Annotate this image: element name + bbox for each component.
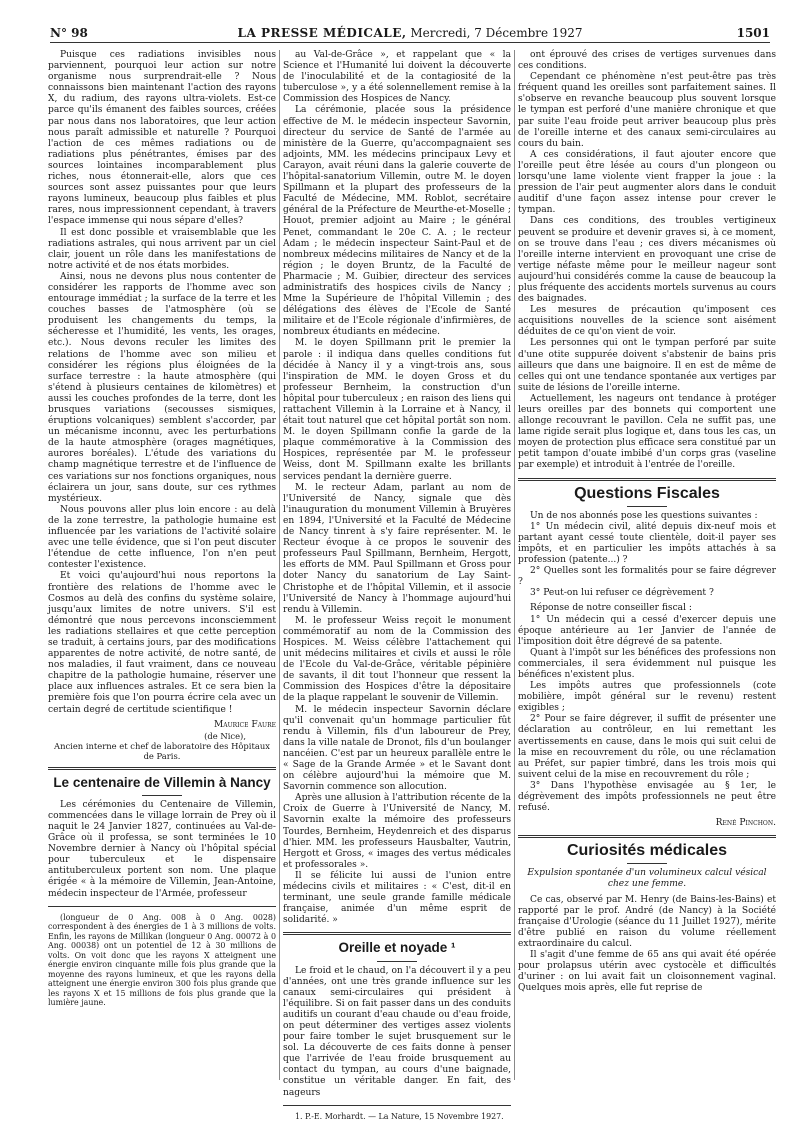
author-place: (de Nice), (204, 730, 246, 741)
paragraph: Ce cas, observé par M. Henry (de Bains-les-Bains) et rapporté par le prof. André (de Nancy) à la Société française d'Urologie (séance du 11 Juillet 1927), mérite d'être publié en raison du volume réellement extraordinaire du calcul. (518, 894, 776, 949)
page-header (50, 26, 770, 43)
answer: 3° Dans l'hypothèse envisagée au § 1er, le dégrèvement des impôts professionnels ne peut être refusé. (518, 780, 776, 814)
short-divider (377, 961, 417, 962)
column-1 (48, 50, 276, 1080)
footnote: (longueur de 0 Ang. 008 à 0 Ang. 0028) correspondent à des énergies de 1 à 3 millions de volts. Enfin, les rayons de Millikan (longueur 0 Ang. 00072 à 0 Ang. 00038) ont un potentiel de 12 à 30 millions de volts. On voit donc que les rayons X atteignent une énergie environ cinquante mille fois plus grande que la moyenne des rayons lumineux, et que les rayons della atteignent une énergie environ 300 fois plus grande que les rayons X et 15 millions de fois plus grande que la lumière jaune. (48, 912, 276, 1008)
question: 1° Un médecin civil, alité depuis dix-neuf mois et partant ayant cessé toute clientèle, doit-il payer ses impôts, et en particulier les impôts attachés à sa profession (patente...) ? (518, 521, 776, 566)
paragraph: Un de nos abonnés pose les questions suivantes : (530, 510, 758, 521)
question: 2° Quelles sont les formalités pour se faire dégrever ? (518, 566, 776, 588)
footnote: 1. P.-E. Morhardt. — La Nature, 15 Novembre 1927. (295, 1111, 504, 1121)
paragraph: Ainsi, nous ne devons plus nous contenter de considérer les rapports de l'homme avec son entourage immédiat ; la surface de la terre et les couches basses de l'atmosphère (où se produisent les changements du temps, la sécheresse et l'humidité, les vents, les orages, etc.). Nous devons reculer les limites des relations de l'homme avec son milieu et considérer les régions plus éloignées de la surface terrestre : la haute atmosphère (qui s'étend à plusieurs centaines de kilomètres) et aussi les couches profondes de la terre, dont les brusques variations (secousses sismiques, éruptions volcaniques) semblent s'accorder, par un mécanisme inconnu, avec les perturbations de la haute atmosphère (orages magnétiques, aurores boréales). L'étude des variations du champ magnétique terrestre et de l'influence de ces variations sur nos fonctions organiques, nous éclairera un jour, sans doute, sur ces rythmes mystérieux. (48, 271, 276, 504)
column-divider (514, 50, 515, 1080)
short-divider (627, 863, 667, 864)
paragraph: ont éprouvé des crises de vertiges survenues dans ces conditions. (518, 50, 776, 72)
issue-date: Mercredi, 7 Décembre 1927 (410, 26, 583, 40)
paragraph: M. le médecin inspecteur Savornin déclare qu'il convenait qu'un hommage particulier fût rendu à Villemin, fils d'un laboureur de Prey, dans la ville natale de Dronot, fils d'un boulanger nancéien. C'est par un heureux parallèle entre le « Sage de la Grande Armée » et le Savant dont on célèbre aujourd'hui la mémoire que M. Savornin commence son allocution. (283, 704, 511, 793)
footnote-divider (48, 906, 276, 907)
short-divider (142, 795, 182, 796)
paragraph: Dans ces conditions, des troubles vertigineux peuvent se produire et devenir graves si, à ce moment, on se trouve dans l'eau ; ces divers mécanismes où l'oreille interne intervient en provoquant une crise de vertige néfaste même pour le meilleur nageur sont aujourd'hui considérés comme la cause de beaucoup la plus fréquente des accidents mortels survenus au cours des baignades. (518, 216, 776, 305)
paragraph: Cependant ce phénomène n'est peut-être pas très fréquent quand les oreilles sont parfaitement saines. Il s'observe en revanche beaucoup plus souvent lorsque le tympan est perforé d'une manière chronique et que par suite l'eau froide peut arriver beaucoup plus près de l'oreille interne et des canaux semi-circulaires au cours du bain. (518, 72, 776, 149)
paragraph: Puisque ces radiations invisibles nous parviennent, pourquoi leur action sur notre organisme nous surprendrait-elle ? Nous connaissons bien maintenant l'action des rayons X, du radium, des rayons ultra-violets. Est-ce parce qu'ils émanent des faibles sources, créées par nous dans nos laboratoires, que leur action nous paraît admissible et naturelle ? Pourquoi l'action de ces mêmes radiations ou de radiations plus pénétrantes, émises par des sources lointaines incomparablement plus riches, nous étonnerait-elle, alors que ces sources sont assez puissantes pour que leurs rayons lumineux, beaucoup plus faibles et plus rares, nous impressionnent cependant, à travers l'espace immense qui nous sépare d'elles? (48, 50, 276, 227)
column-2 (283, 50, 511, 1121)
paragraph: Actuellement, les nageurs ont tendance à protéger leurs oreilles par des bonnets qui comportent une allonge recouvrant le pavillon. Cela ne suffit pas, une lame rigide serait plus logique et, dans tous les cas, un moyen de protection plus efficace sera constitué par un petit tampon d'ouate imbibé d'un corps gras (vaseline par exemple) et introduit à l'entrée de l'oreille. (518, 393, 776, 471)
section-divider (518, 478, 776, 481)
author-name: Maurice Faure (213, 719, 276, 730)
short-divider (627, 506, 667, 507)
answer: Quant à l'impôt sur les bénéfices des professions non commerciales, il sera évidemment nul puisque les bénéfices n'existent plus. (518, 647, 776, 680)
paragraph: Et voici qu'aujourd'hui nous reportons la frontière des relations de l'homme avec le Cosmos au delà des confins du système solaire, jusqu'aux limites de notre univers. S'il est démontré que nous percevons inconsciemment les radiations stellaires et que cette perception se traduit, à certains jours, par des modifications apparentes de notre activité, de notre santé, de nos maladies, il faut vraiment, dans ce nouveau chapitre de la pathologie humaine, réserver une place aux influences astrales. Et ce sera bien la première fois que l'on pourra écrire cela avec un certain degré de certitude scientifique ! (48, 571, 276, 715)
column-divider (279, 50, 280, 1080)
section-divider (48, 767, 276, 770)
journal-title: LA PRESSE MÉDICALE, (237, 26, 407, 40)
paragraph: Les personnes qui ont le tympan perforé par suite d'une otite suppurée doivent s'abstenir de bains pris ailleurs que dans une baignoire. Il en est de même de celles qui ont une tendance spontanée aux vertiges par suite de lésions de l'oreille interne. (518, 338, 776, 393)
paragraph: Après une allusion à l'attribution récente de la Croix de Guerre à l'Université de Nancy, M. Savornin exalte la mémoire des professeurs Tourdes, Bernheim, Heydenreich et des disparus d'hier. MM. les professeurs Hausbalter, Vautrin, Hergott et Gross, « images des vertus médicales et professorales ». (283, 793, 511, 870)
paragraph: Le froid et le chaud, on l'a découvert il y a peu d'années, ont une très grande influence sur les canaux semi-circulaires qui président à l'équilibre. Si on fait passer dans un des conduits auditifs un courant d'eau chaude ou d'eau froide, on peut déterminer des vertiges assez violents pour faire tomber le sujet brusquement sur le sol. La découverte de ces faits donne à penser que l'arrivée de l'eau froide brusquement au contact du tympan, au cours d'une baignade, constitue un véritable danger. En fait, des nageurs (283, 965, 511, 1098)
author-name: René Pinchon. (715, 818, 776, 829)
question: 3° Peut-on lui refuser ce dégrèvement ? (530, 588, 714, 599)
footnote-divider (283, 1105, 511, 1106)
paragraph: Les mesures de précaution qu'imposent ces acquisitions nouvelles de la science sont aisément déduites de ce qu'on vient de voir. (518, 305, 776, 338)
section-heading-villemin: Le centenaire de Villemin à Nancy (53, 774, 271, 790)
paragraph: Nous pouvons aller plus loin encore : au delà de la zone terrestre, la pathologie humaine est influencée par les variations de l'activité solaire avec une telle évidence, que si l'on peut discuter l'étendue de cette influence, l'on n'en peut contester l'existence. (48, 504, 276, 571)
article-subtitle: Expulsion spontanée d'un volumineux calcul vésical chez une femme. (527, 868, 767, 890)
section-divider (283, 932, 511, 935)
paragraph: La cérémonie, placée sous la présidence effective de M. le médecin inspecteur Savornin, directeur du service de Santé de l'armée au ministère de la Guerre, qu'accompagnaient ses adjoints, MM. les médecins principaux Levy et Carayon, avait réuni dans la galerie couverte de l'hôpital-sanatorium Villemin, outre M. le doyen Spillmann et la plupart des professeurs de la Faculté de Médecine, MM. Roblot, secrétaire général de la Préfecture de Meurthe-et-Moselle ; Houot, premier adjoint au Maire ; le général Penet, commandant le 20e C. A. ; le recteur Adam ; le médecin inspecteur Saint-Paul et de nombreux médecins militaires de Nancy et de la région ; le doyen Bruntz, de la Faculté de Pharmacie ; M. Guibier, directeur des services administratifs des hospices civils de Nancy ; Mme la Supérieure de l'hôpital Villemin ; des délégations des élèves de l'Ecole de Santé militaire et de l'Ecole régionale d'infirmières, de nombreux étudiants en médecine. (283, 105, 511, 338)
author-title: Ancien interne et chef de laboratoire des Hôpitaux de Paris. (54, 740, 270, 761)
paragraph: Il est donc possible et vraisemblable que les radiations astrales, qui nous arrivent par un ciel clair, jouent un rôle dans les manifestations de notre activité et de nos états morbides. (48, 227, 276, 271)
paragraph: M. le doyen Spillmann prit le premier la parole : il indiqua dans quelles conditions fut décidée à Nancy il y a vingt-trois ans, sous l'inspiration de MM. le doyen Gross et du professeur Bernheim, la construction d'un hôpital pour tuberculeux ; en raison des liens qui rattachent Villemin à la Lorraine et à Nancy, il était tout naturel que cet hôpital portât son nom. M. le doyen Spillmann confie la garde de la plaque commémorative à la Commission des Hospices, représentée par M. le professeur Weiss, dont M. Spillmann exalte les brillants services pendant la dernière guerre. (283, 338, 511, 482)
paragraph: Il s'agit d'une femme de 65 ans qui avait été opérée pour prolapsus utérin avec cystocèle et difficultés d'uriner : on lui avait fait un cloisonnement vaginal. Quelques mois après, elle fut reprise de (518, 950, 776, 994)
answer: Les impôts autres que professionnels (cote mobilière, impôt général sur le revenu) restent exigibles ; (518, 681, 776, 714)
paragraph: M. le recteur Adam, parlant au nom de l'Université de Nancy, signale que dès l'inauguration du monument Villemin à Bruyères en 1894, l'Université et la Faculté de Médecine de Nancy tinrent à s'y faire représenter. M. le Recteur évoque à ce propos le souvenir des professeurs Paul Spillmann, Bernheim, Hergott, les efforts de MM. Paul Spillmann et Gross pour doter Nancy du sanatorium de Lay Saint-Christophe et de l'hôpital Villemin, et il associe l'Université de Nancy à l'hommage aujourd'hui rendu à Villemin. (283, 482, 511, 615)
issue-number: N° 98 (50, 26, 88, 40)
paragraph: Il se félicite lui aussi de l'union entre médecins civils et militaires : « C'est, dit-il en terminant, une seule grande famille médicale française, animée d'un même esprit de solidarité. » (283, 870, 511, 926)
answer: 2° Pour se faire dégrever, il suffit de présenter une déclaration au contrôleur, en lui remettant les avertissements en cause, dans le mois qui suit celui de la mise en recouvrement du rôle, ou une réclamation au Préfet, sur papier timbré, dans les trois mois qui suivent celui de la mise en recouvrement du rôle ; (518, 714, 776, 780)
answer: 1° Un médecin qui a cessé d'exercer depuis une époque antérieure au 1er Janvier de l'année de l'imposition doit être dégrevé de sa patente. (518, 614, 776, 647)
answer-intro: Réponse de notre conseiller fiscal : (530, 603, 692, 614)
paragraph: Les cérémonies du Centenaire de Villemin, commencées dans le village lorrain de Prey où il naquit le 24 Janvier 1827, continuées au Val-de-Grâce où il professa, se sont terminées le 10 Novembre dernier à Nancy où l'hôpital spécial pour tuberculeux et le dispensaire antituberculeux portent son nom. Une plaque érigée « à la mémoire de Villemin, Jean-Antoine, médecin inspecteur de l'Armée, professeur (48, 799, 276, 899)
paragraph: A ces considérations, il faut ajouter encore que l'oreille peut être lésée au cours d'un plongeon ou lorsqu'une lame violente vient frapper la joue : la pression de l'air peut augmenter alors dans le conduit auditif d'une façon assez intense pour crever le tympan. (518, 149, 776, 216)
paragraph: au Val-de-Grâce », et rappelant que « la Science et l'Humanité lui doivent la découverte de l'inoculabilité et de la contagiosité de la tuberculose », y a été solennellement remise à la Commission des Hospices de Nancy. (283, 50, 511, 105)
page-number: 1501 (736, 26, 770, 40)
section-heading-oreille: Oreille et noyade ¹ (338, 940, 456, 956)
section-heading-fiscales: Questions Fiscales (574, 484, 720, 502)
journal-masthead (50, 26, 770, 40)
section-divider (518, 835, 776, 838)
column-3 (518, 50, 776, 1080)
paragraph: M. le professeur Weiss reçoit le monument commémoratif au nom de la Commission des Hospices. M. Weiss célèbre l'attachement qui unit médecins militaires et civils et aussi le rôle de l'Ecole du Val-de-Grâce, véritable pépinière de savants, il dit tout l'honneur que ressent la Commission des Hospices d'être la dépositaire de la plaque rappelant le souvenir de Villemin. (283, 615, 511, 704)
section-heading-curiosites: Curiosités médicales (566, 842, 728, 860)
